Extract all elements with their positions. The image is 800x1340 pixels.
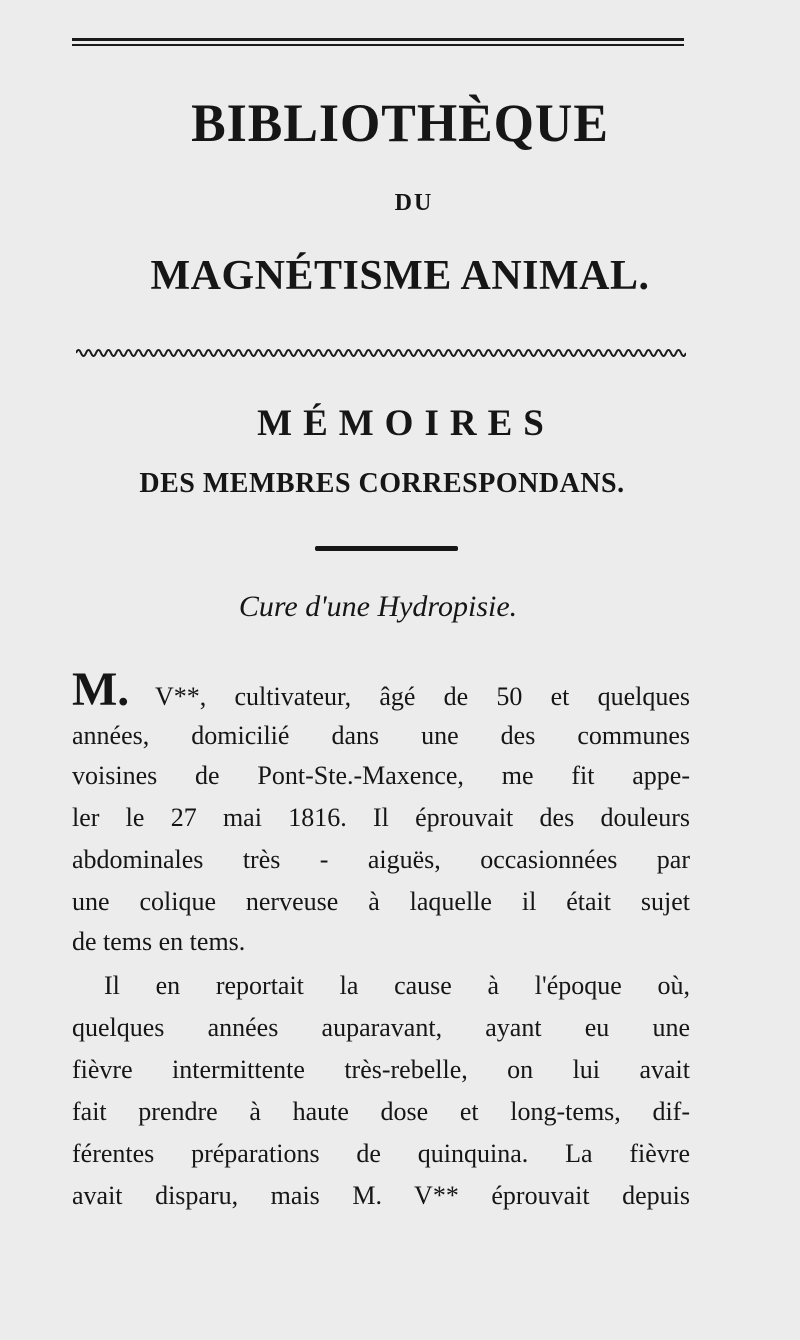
- top-double-rule: [72, 38, 684, 46]
- body-line: années, domicilié dans une des communes: [72, 721, 690, 750]
- wavy-rule: [76, 346, 686, 360]
- body-line: voisines de Pont-Ste.-Maxence, me fit appe-: [72, 761, 690, 790]
- first-paragraph-line: [72, 662, 690, 717]
- body-line: fièvre intermittente très-rebelle, on lui avait: [72, 1055, 690, 1084]
- body-line: férentes préparations de quinquina. La fièvre: [72, 1139, 690, 1168]
- body-line: avait disparu, mais M. V** éprouvait depuis: [72, 1181, 690, 1210]
- drop-cap: M.: [72, 663, 130, 716]
- body-line: abdominales très - aiguës, occasionnées par: [72, 845, 690, 874]
- body-line: de tems en tems.: [72, 927, 246, 956]
- section-subheading: DES MEMBRES CORRESPONDANS.: [139, 468, 625, 499]
- article-title: Cure d'une Hydropisie.: [238, 590, 518, 623]
- title-du: DU: [394, 190, 434, 216]
- body-line: fait prendre à haute dose et long-tems, dif-: [72, 1097, 690, 1126]
- short-rule: [315, 546, 458, 551]
- section-heading: MÉMOIRES: [257, 403, 555, 444]
- body-line: ler le 27 mai 1816. Il éprouvait des douleurs: [72, 803, 690, 832]
- body-line: quelques années auparavant, ayant eu une: [72, 1013, 690, 1042]
- body-line: Il en reportait la cause à l'époque où,: [104, 971, 690, 1000]
- title-line-1: BIBLIOTHÈQUE: [191, 93, 609, 153]
- body-line: une colique nerveuse à laquelle il était sujet: [72, 887, 690, 916]
- body-line: V**, cultivateur, âgé de 50 et quelques: [155, 682, 691, 711]
- title-line-2: MAGNÉTISME ANIMAL.: [150, 253, 650, 299]
